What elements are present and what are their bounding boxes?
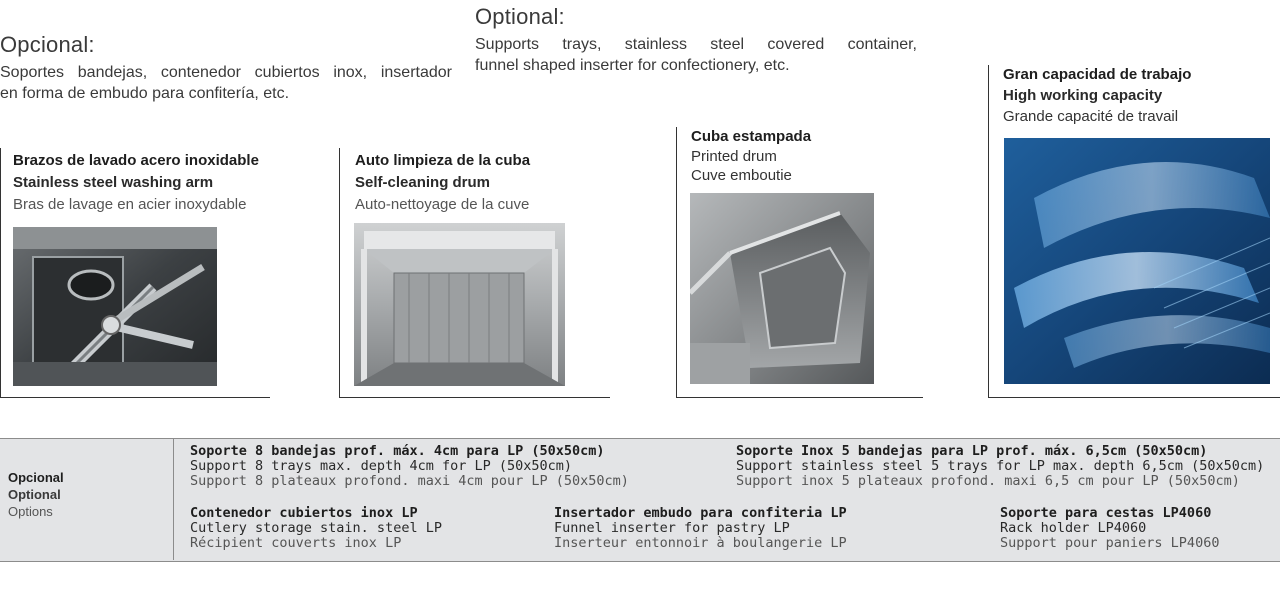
option-fr: Support inox 5 plateaux profond. maxi 6,5 cm pour LP (50x50cm) [736,473,1240,489]
header-en-title: Optional: [475,4,565,29]
printed-drum-photo [690,193,874,384]
feature-es: Gran capacidad de trabajo [1003,66,1192,83]
feature-caption-washing-arm [13,150,259,216]
option-es: Insertador embudo para confiteria LP [554,505,847,521]
option-en: Cutlery storage stain. steel LP [190,520,442,536]
option-es: Soporte 8 bandejas prof. máx. 4cm para LP (50x50cm) [190,443,605,459]
option-item [190,444,629,489]
option-es: Contenedor cubiertos inox LP [190,505,418,521]
header-es-title: Opcional: [0,32,95,57]
options-label-es: Opcional [8,470,64,485]
options-label-cell [0,438,174,560]
feature-en: Printed drum [691,148,777,165]
feature-caption-self-cleaning [355,150,530,216]
feature-es: Auto limpieza de la cuba [355,152,531,169]
option-item [736,444,1264,489]
feature-caption-printed-drum [691,127,811,185]
option-item [554,506,847,551]
feature-fr: Bras de lavage en acier inoxydable [13,196,247,213]
header-en-line2: funnel shaped inserter for confectionery, etc. [475,57,790,74]
high-capacity-photo [1004,138,1270,384]
option-en: Rack holder LP4060 [1000,520,1147,536]
option-item [1000,506,1219,551]
option-es: Soporte para cestas LP4060 [1000,505,1212,521]
feature-es: Brazos de lavado acero inoxidable [13,152,259,169]
feature-es: Cuba estampada [691,128,812,145]
header-es-line1: Soportes bandejas, contenedor cubiertos inox, insertador [0,64,452,81]
option-es: Soporte Inox 5 bandejas para LP prof. máx. 6,5cm (50x50cm) [736,443,1208,459]
feature-fr: Grande capacité de travail [1003,108,1179,125]
washing-arm-photo [13,227,217,386]
header-es-text [0,62,452,104]
option-fr: Support pour paniers LP4060 [1000,535,1220,551]
feature-en: Self-cleaning drum [355,174,491,191]
feature-fr: Auto-nettoyage de la cuve [355,196,530,213]
options-label-fr: Options [8,504,53,519]
header-en-text [475,34,917,76]
option-en: Support 8 trays max. depth 4cm for LP (50x50cm) [190,458,573,474]
feature-fr: Cuve emboutie [691,167,792,184]
feature-caption-high-capacity [1003,64,1191,127]
option-en: Funnel inserter for pastry LP [554,520,790,536]
feature-en: High working capacity [1003,87,1163,104]
header-en-line1: Supports trays, stainless steel covered container, [475,36,917,53]
option-item [190,506,442,551]
option-fr: Support 8 plateaux profond. maxi 4cm pour LP (50x50cm) [190,473,629,489]
header-es-line2: en forma de embudo para confitería, etc. [0,85,290,102]
feature-en: Stainless steel washing arm [13,174,214,191]
option-en: Support stainless steel 5 trays for LP max. depth 6,5cm (50x50cm) [736,458,1265,474]
option-fr: Inserteur entonnoir à boulangerie LP [554,535,847,551]
self-cleaning-drum-photo [354,223,565,386]
options-label-en: Optional [8,487,61,502]
option-fr: Récipient couverts inox LP [190,535,402,551]
